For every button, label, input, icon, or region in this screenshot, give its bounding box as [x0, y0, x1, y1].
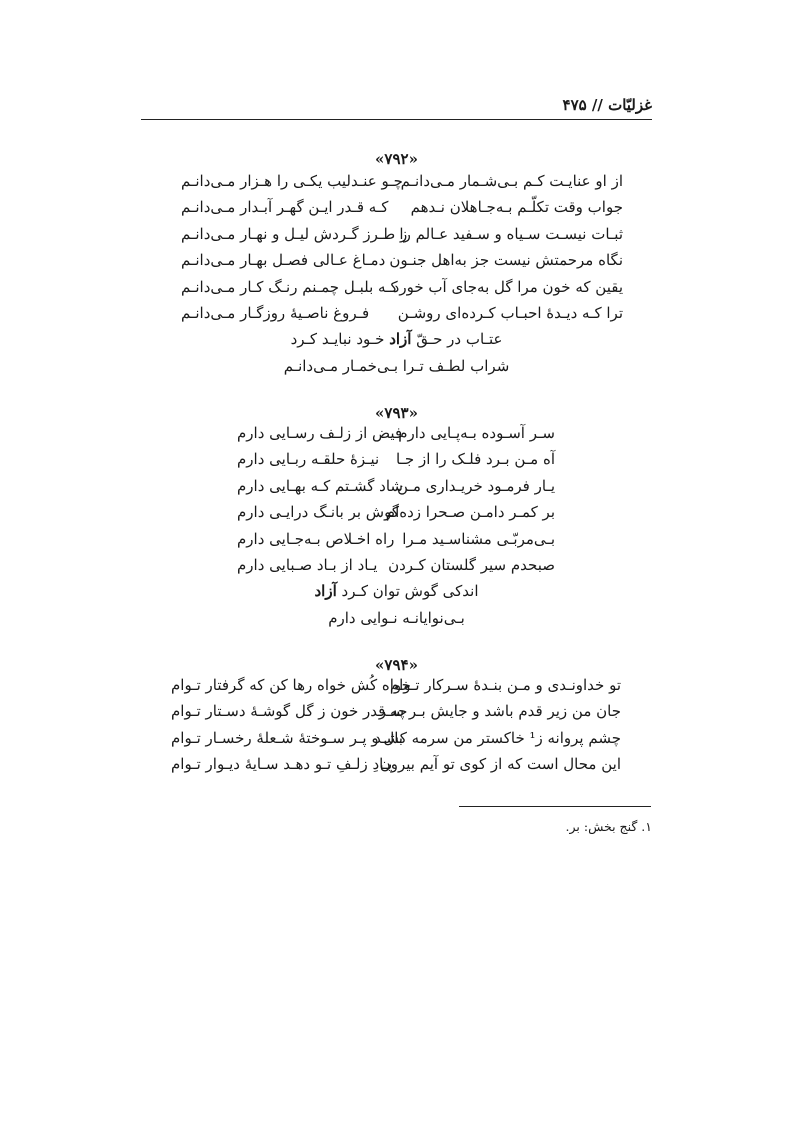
hemistich-first: سـر آسـوده بـه‌پـایی دارم: [398, 424, 555, 442]
footnote: ۱. گنج بخش: بر.: [565, 819, 652, 834]
hemistich-first: چشم پروانه ز¹ خاکستر من سرمه کشـد: [374, 728, 621, 747]
hemistich-first: نگاه مرحمتش نیست جز به‌اهل جنـون: [389, 251, 623, 270]
closing-text: اندکی گوش توان کـرد: [336, 582, 479, 601]
couplet: [181, 251, 623, 275]
couplet: [171, 676, 621, 700]
couplet: [181, 172, 623, 196]
couplet: [237, 556, 555, 580]
hemistich-first: آه مـن بـرد فلـک را از جـا: [395, 450, 555, 469]
hemistich-second: یـاد از بـاد صـبایی دارم: [237, 556, 378, 574]
hemistich-first: بر کمـر دامـن صـحرا زده‌ام: [385, 503, 555, 522]
couplet: [237, 530, 555, 554]
closing-text: بـی‌نوایانـه نـوایی دارم: [328, 608, 465, 627]
hemistich-first: این محال است که از کوی تو آیم بیرون: [379, 755, 621, 774]
couplet: [237, 503, 555, 527]
couplet: [171, 755, 621, 779]
closing-line: [0, 582, 793, 600]
couplet: [181, 225, 623, 249]
running-head: [141, 92, 652, 120]
hemistich-second: یـادِ زلـفِ تـو دهـد سـایۀ دیـوار تـوام: [171, 755, 393, 774]
poem-number: «۷۹۴»: [375, 656, 418, 674]
poet-pen-name: آزاد: [389, 330, 412, 349]
hemistich-first: یـار فرمـود خریـداری مـن: [397, 476, 555, 495]
couplet: [181, 198, 623, 222]
poet-pen-name: آزاد: [314, 582, 337, 601]
hemistich-first: ثبـات نیسـت سـیاه و سـفید عـالم را: [399, 224, 623, 243]
closing-line: [0, 330, 793, 348]
hemistich-first: جواب وقت تکلّـم بـه‌جـاهلان نـدهم: [410, 198, 623, 217]
footnote-rule: [459, 806, 651, 807]
hemistich-second: خواه کُش خواه رها کن که گرفتار تـوام: [171, 676, 411, 694]
hemistich-first: جان من زیر قدم باشد و جایش بـر سـر: [378, 702, 621, 721]
couplet: [171, 729, 621, 753]
closing-text-end: خـود نبایـد کـرد: [290, 330, 390, 349]
hemistich-first: بـی‌مربّـی مشناسـید مـرا: [402, 529, 555, 548]
couplet: [171, 702, 621, 726]
couplet: [181, 304, 623, 328]
poem-number: «۷۹۲»: [375, 150, 418, 168]
hemistich-second: کـه قـدر ایـن گهـر آبـدار مـی‌دانـم: [181, 198, 389, 217]
couplet: [237, 424, 555, 448]
hemistich-first: صبحدم سیر گلستان کـردن: [388, 556, 555, 574]
running-head-title: غزلیّات // ۴۷۵: [562, 96, 652, 114]
poem-number: «۷۹۳»: [375, 404, 418, 422]
hemistich-second: فـروغ ناصـیۀ روزگـار مـی‌دانـم: [181, 304, 370, 322]
hemistich-second: چـو عنـدلیب یکـی را هـزار مـی‌دانـم: [181, 172, 403, 190]
hemistich-second: شاد گشـتم کـه بهـایی دارم: [237, 476, 404, 495]
hemistich-second: نیـزۀ حلقـه ربـایی دارم: [237, 450, 380, 469]
couplet: [237, 450, 555, 474]
header-rule: [141, 119, 652, 120]
closing-text: عتـاب در حـقّ: [411, 330, 503, 349]
hemistich-second: ز طـرز گـردش لیـل و نهـار مـی‌دانـم: [181, 224, 408, 243]
couplet: [181, 278, 623, 302]
hemistich-first: از او عنایـت کـم بـی‌شـمار مـی‌دانـم: [400, 172, 623, 190]
hemistich-second: بال و پـر سـوختۀ شـعلۀ رخسـار تـوام: [171, 728, 403, 747]
hemistich-second: چه قدر خون ز گل گوشـۀ دسـتار تـوام: [171, 702, 408, 721]
closing-line: [0, 609, 793, 627]
hemistich-second: راه اخـلاص بـه‌جـایی دارم: [237, 529, 395, 548]
hemistich-first: ترا کـه دیـدۀ احبـاب کـرده‌ای روشـن: [397, 304, 623, 322]
hemistich-second: فیض از زلـف رسـایی دارم: [237, 424, 403, 442]
closing-text: شراب لطـف تـرا بـی‌خمـار مـی‌دانـم: [283, 356, 510, 375]
hemistich-first: یقین که خون مرا گل به‌جای آب خورد: [392, 277, 623, 296]
hemistich-second: کـه بلبـل چمـنم رنـگ کـار مـی‌دانـم: [181, 277, 398, 296]
hemistich-second: دمـاغ عـالی فصـل بهـار مـی‌دانـم: [181, 251, 386, 270]
closing-line: [0, 357, 793, 375]
couplet: [237, 477, 555, 501]
hemistich-second: گوش بر بانـگ درایـی دارم: [237, 503, 400, 522]
hemistich-first: تو خداونـدی و مـن بنـدۀ سـرکار تـوام: [389, 676, 621, 694]
